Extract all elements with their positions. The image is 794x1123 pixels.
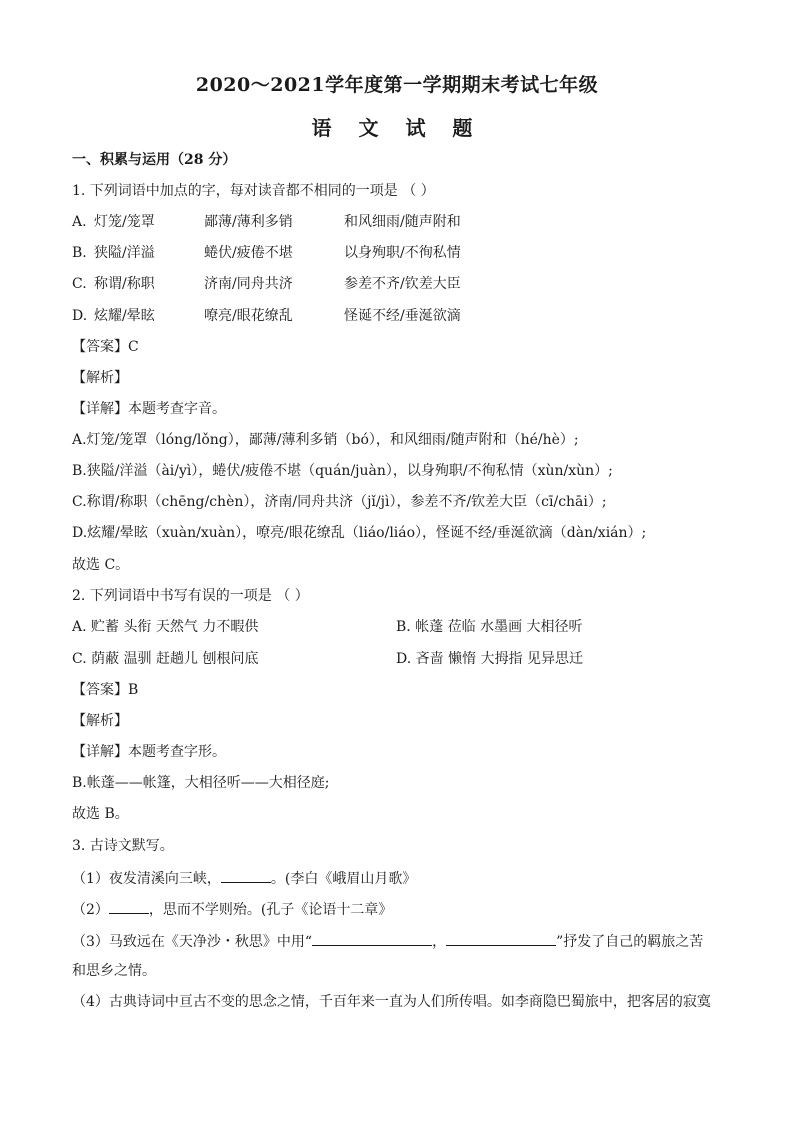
- option-pair-1: 炫耀/晕眩: [94, 308, 155, 324]
- q1-explain-a: A.灯笼/笼罩（lóng/lǒng），鄙薄/薄利多销（bó），和风细雨/随声附和（hé/hè）;: [72, 432, 579, 448]
- q3-stem: 3. 古诗文默写。: [72, 838, 174, 854]
- q1-conclusion: 故选 C。: [72, 557, 130, 573]
- q3-item-4: （4）古典诗词中亘古不变的思念之情，千百年来一直为人们所传唱。如李商隐巴蜀旅中，把客居的寂寞: [72, 994, 711, 1010]
- q3-item-2-prefix: （2）: [72, 902, 109, 918]
- q3-item-1-prefix: （1）夜发清溪向三峡，: [72, 871, 221, 887]
- q2-option-a: A. 贮蓄 头衔 天然气 力不暇供: [72, 619, 259, 635]
- option-pair-1: 狭隘/洋溢: [94, 245, 155, 261]
- option-pair-1: 灯笼/笼罩: [94, 214, 155, 230]
- answer-blank[interactable]: [312, 930, 432, 946]
- exam-title: 2020～2021学年度第一学期期末考试七年级: [195, 74, 599, 96]
- q1-analysis: 【解析】: [72, 370, 128, 386]
- option-label: C.: [72, 276, 87, 292]
- q1-stem: 1. 下列词语中加点的字，每对读音都不相同的一项是 （ ）: [72, 183, 435, 199]
- option-pair-2: 嘹亮/眼花缭乱: [204, 308, 293, 324]
- q2-answer: 【答案】B: [72, 682, 139, 698]
- section-heading: 一、积累与运用（28 分）: [72, 152, 237, 168]
- q1-explain-d: D.炫耀/晕眩（xuàn/xuàn），嘹亮/眼花缭乱（liáo/liáo），怪诞不经/垂涎欲滴（dàn/xián）;: [72, 525, 647, 541]
- option-pair-2: 济南/同舟共济: [204, 276, 293, 292]
- q1-explain-c: C.称谓/称职（chēng/chèn），济南/同舟共济（jǐ/jì），参差不齐/钦差大臣（cī/chāi）;: [72, 494, 607, 510]
- q1-answer: 【答案】C: [72, 339, 139, 355]
- q3-item-3-continued: 和思乡之情。: [72, 963, 156, 979]
- q3-item-3-prefix: （3）马致远在《天净沙・秋思》中用“: [72, 934, 313, 950]
- q3-item-1-suffix: 。(李白《峨眉山月歌》: [270, 871, 417, 887]
- q1-explain-b: B.狭隘/洋溢（ài/yì），蜷伏/疲倦不堪（quán/juàn），以身殉职/不徇私情（xùn/xùn）;: [72, 463, 613, 479]
- option-pair-3: 以身殉职/不徇私情: [344, 245, 461, 261]
- option-pair-2: 蜷伏/疲倦不堪: [204, 245, 293, 261]
- answer-blank[interactable]: [109, 898, 149, 914]
- option-pair-3: 怪诞不经/垂涎欲滴: [344, 308, 461, 324]
- option-label: A.: [72, 214, 87, 230]
- option-pair-3: 和风细雨/随声附和: [344, 214, 461, 230]
- option-pair-3: 参差不齐/钦差大臣: [344, 276, 461, 292]
- q3-item-3-suffix: ”抒发了自己的羁旅之苦: [556, 934, 704, 950]
- q2-detail: 【详解】本题考查字形。: [72, 744, 226, 760]
- option-label: D.: [72, 308, 88, 324]
- q1-detail: 【详解】本题考查字音。: [72, 401, 226, 417]
- q2-stem: 2. 下列词语中书写有误的一项是 （ ）: [72, 588, 309, 604]
- q3-item-3-mid: ，: [432, 934, 447, 950]
- q2-explain-b: B.帐蓬——帐篷，大相径听——大相径庭;: [72, 775, 330, 791]
- exam-subtitle: 语 文 试 题: [311, 116, 483, 140]
- q2-option-c: C. 荫蔽 温驯 赶趟儿 刨根问底: [72, 651, 259, 667]
- q2-option-d: D. 吝啬 懒惰 大拇指 见异思迁: [396, 651, 583, 667]
- q3-item-3: [72, 930, 722, 952]
- q2-option-b: B. 帐蓬 莅临 水墨画 大相径听: [396, 619, 583, 635]
- option-pair-1: 称谓/称职: [94, 276, 155, 292]
- option-label: B.: [72, 245, 87, 261]
- q2-conclusion: 故选 B。: [72, 806, 129, 822]
- answer-blank[interactable]: [221, 867, 271, 883]
- q3-item-1: [72, 867, 722, 889]
- q3-item-2-suffix: ，思而不学则殆。(孔子《论语十二章》: [148, 902, 393, 918]
- q2-analysis: 【解析】: [72, 713, 128, 729]
- answer-blank[interactable]: [446, 930, 556, 946]
- q3-item-2: [72, 898, 722, 920]
- option-pair-2: 鄙薄/薄利多销: [204, 214, 293, 230]
